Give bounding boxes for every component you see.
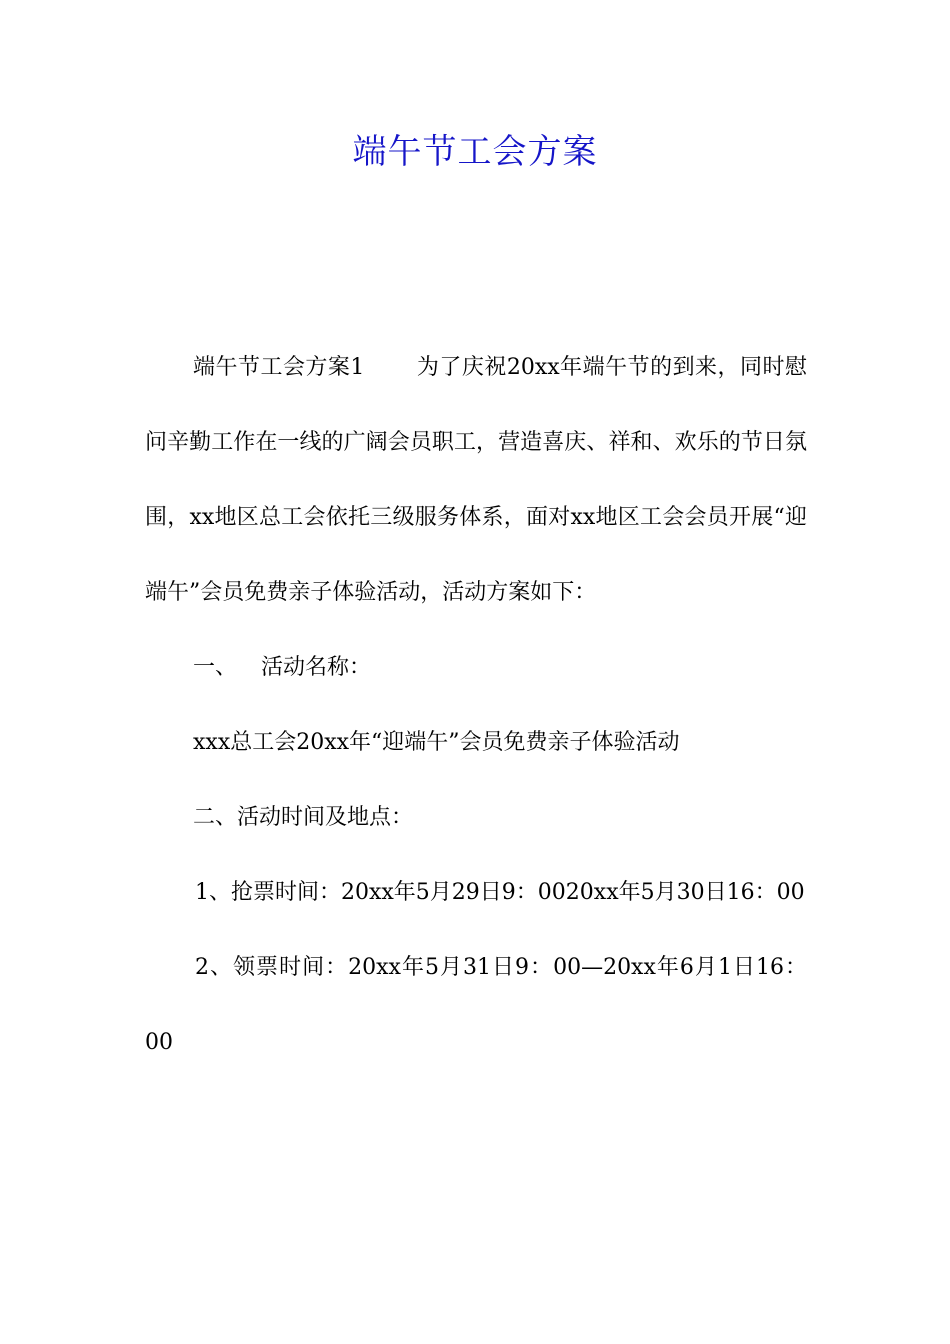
document-body [145,330,807,1080]
section-one-content: xxx总工会20xx年“迎端午”会员免费亲子体验活动 [193,730,680,755]
intro-heading: 端午节工会方案1 [193,355,365,380]
intro-text: 为了庆祝20xx年端午节的到来，同时慰问辛勤工作在一线的广阔会员职工，营造喜庆、祥和、欢乐的节日氛围，xx地区总工会依托三级服务体系，面对xx地区工会会员开展“迎端午”会员免费亲子体验活动，活动方案如下： [145,355,807,605]
section-one-heading [145,630,807,705]
section-one-number: 一、 [193,655,238,680]
document-title: 端午节工会方案 [352,132,598,172]
section-two-heading: 二、活动时间及地点： [193,805,414,830]
ticket-collect-time: 2、领票时间：20xx年5月31日9：00—20xx年6月1日16：00 [145,955,807,1055]
ticket-grab-time: 1、抢票时间：20xx年5月29日9：0020xx年5月30日16：00 [195,880,805,905]
intro-paragraph [145,330,807,630]
section-one-title: 活动名称： [261,655,372,680]
